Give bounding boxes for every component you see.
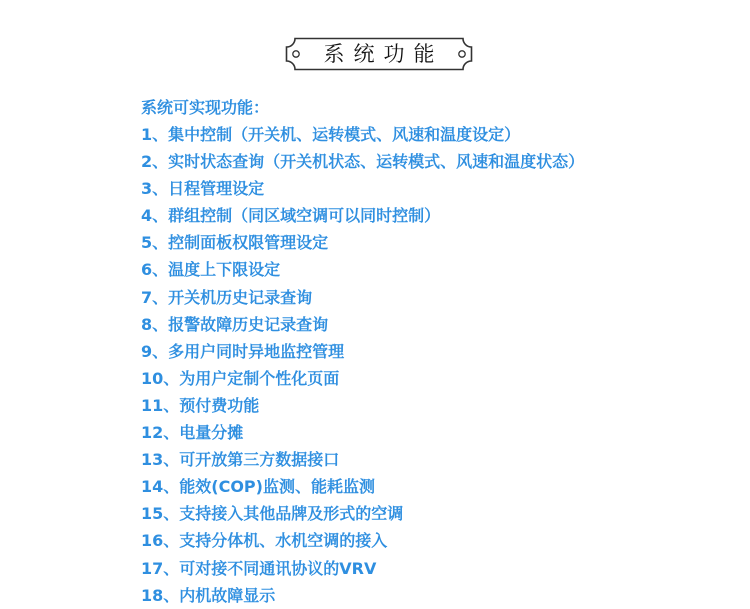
feature-item: 6、温度上下限设定 — [141, 260, 281, 280]
feature-item: 12、电量分摊 — [141, 423, 244, 443]
feature-item: 18、内机故障显示 — [141, 585, 276, 605]
feature-item: 4、群组控制（同区域空调可以同时控制） — [141, 206, 441, 226]
feature-item: 15、支持接入其他品牌及形式的空调 — [141, 504, 404, 524]
feature-item: 1、集中控制（开关机、运转模式、风速和温度设定） — [141, 125, 521, 144]
feature-section — [141, 94, 741, 609]
feature-item: 8、报警故障历史记录查询 — [141, 314, 329, 334]
feature-item: 11、预付费功能 — [141, 395, 260, 415]
feature-list — [141, 121, 741, 609]
feature-item: 5、控制面板权限管理设定 — [141, 233, 329, 253]
feature-item: 13、可开放第三方数据接口 — [141, 450, 340, 470]
page-title: 系统功能 — [323, 42, 444, 66]
feature-item: 3、日程管理设定 — [141, 179, 265, 199]
title-badge — [285, 37, 473, 71]
feature-item: 10、为用户定制个性化页面 — [141, 368, 340, 388]
feature-item: 9、多用户同时异地监控管理 — [141, 341, 345, 361]
feature-item: 17、可对接不同通讯协议的VRV — [141, 558, 377, 578]
feature-item: 16、支持分体机、水机空调的接入 — [141, 531, 388, 551]
feature-item: 7、开关机历史记录查询 — [141, 287, 313, 307]
feature-item: 14、能效(COP)监测、能耗监测 — [141, 477, 375, 497]
intro-heading: 系统可实现功能： — [141, 98, 270, 117]
feature-item: 2、实时状态查询（开关机状态、运转模式、风速和温度状态） — [141, 152, 585, 172]
